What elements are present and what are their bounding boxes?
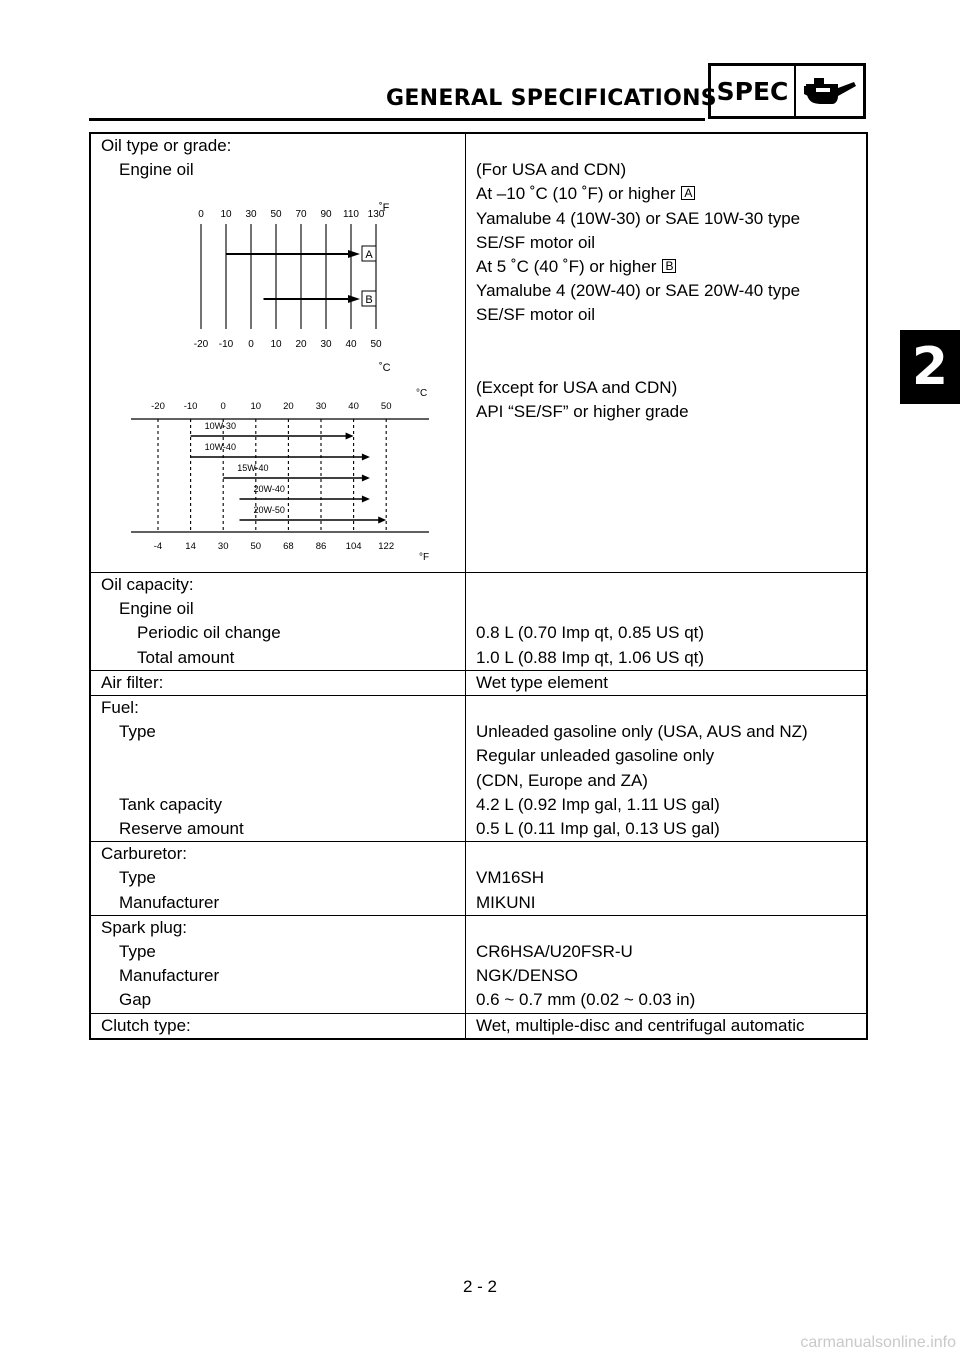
carb-type-value: VM16SH: [476, 868, 545, 888]
spec-badge: [708, 63, 866, 119]
clutch-section: [91, 1013, 866, 1038]
oil-capacity-label: Oil capacity:: [91, 573, 466, 597]
oil-line-sesf-2: SE/SF motor oil: [476, 305, 596, 325]
carburetor-label: Carburetor:: [91, 842, 466, 866]
oil-line-b-temp: At 5 ˚C (40 ˚F) or higher B: [476, 255, 866, 279]
c2-c-tick: 0: [220, 401, 226, 412]
page-number: 2 - 2: [462, 1277, 498, 1296]
c1-c-ticks: [194, 339, 382, 350]
c2-f-tick: 68: [283, 541, 294, 552]
engine-oil-label: Engine oil: [119, 160, 194, 180]
c1-c-tick: 30: [320, 339, 332, 350]
fuel-label: Fuel:: [91, 696, 466, 720]
c1-c-tick: 40: [345, 339, 357, 350]
c1-c-tick: 0: [248, 339, 254, 350]
c2-c-tick: 20: [283, 401, 294, 412]
c2-f-tick: 86: [315, 541, 327, 552]
periodic-label: Periodic oil change: [137, 623, 281, 643]
carb-mfr-label: Manufacturer: [119, 892, 220, 912]
c2-series-arrowhead: [362, 475, 370, 482]
c1-label-A: A: [365, 249, 373, 261]
oil-grade-section: [91, 134, 866, 572]
tank-label: Tank capacity: [119, 794, 222, 814]
reserve-value: 0.5 L (0.11 Imp gal, 0.13 US gal): [476, 819, 720, 839]
c2-series-label: 10W-30: [204, 421, 236, 431]
c1-f-tick: 50: [270, 209, 282, 220]
header-rule: [89, 118, 705, 121]
c1-f-tick: 70: [295, 209, 307, 220]
oil-grade-left: [91, 134, 466, 572]
oil-line-yamalube-10w30: Yamalube 4 (10W-30) or SAE 10W-30 type: [476, 208, 801, 228]
c2-f-unit: °F: [419, 552, 430, 563]
oil-line-yamalube-20w40: Yamalube 4 (20W-40) or SAE 20W-40 type: [476, 281, 801, 301]
oil-grade-label: Oil type or grade:: [101, 136, 232, 155]
spark-plug-label: Spark plug:: [91, 916, 466, 940]
carb-mfr-value: MIKUNI: [476, 892, 536, 912]
oil-line-api: API “SE/SF” or higher grade: [476, 401, 689, 421]
viscosity-chart: [111, 379, 441, 569]
c2-series-label: 20W-40: [253, 484, 285, 494]
plug-type-label: Type: [119, 942, 156, 962]
c1-arrowhead-A: [348, 250, 360, 258]
carburetor-section: [91, 841, 866, 915]
oil-capacity-section: [91, 572, 866, 670]
c2-f-tick: 122: [378, 541, 395, 552]
c2-series-arrowhead: [378, 517, 386, 524]
oil-grade-right: [466, 134, 866, 572]
c1-scale-lines: [201, 224, 376, 329]
reserve-label: Reserve amount: [119, 819, 244, 839]
c1-c-tick: -10: [218, 339, 234, 350]
spec-label: SPEC: [711, 66, 796, 116]
c2-series-arrowhead: [362, 496, 370, 503]
plug-mfr-label: Manufacturer: [119, 966, 220, 986]
c1-f-tick: 0: [198, 209, 204, 220]
c1-f-tick: 110: [343, 209, 359, 220]
c2-c-tick: -10: [183, 401, 198, 412]
total-value: 1.0 L (0.88 Imp qt, 1.06 US qt): [476, 647, 705, 667]
fuel-type-line-1: Unleaded gasoline only (USA, AUS and NZ): [476, 722, 808, 742]
c1-c-unit: ˚C: [379, 362, 391, 374]
c1-f-ticks: [198, 209, 385, 220]
spec-table: [89, 132, 868, 1040]
c1-f-tick: 130: [367, 209, 385, 220]
marker-a: A: [681, 186, 695, 200]
total-label: Total amount: [137, 647, 235, 667]
c2-f-tick: 50: [250, 541, 262, 552]
carb-type-label: Type: [119, 868, 156, 888]
air-filter-value: Wet type element: [476, 672, 608, 692]
c1-c-tick: 10: [270, 339, 282, 350]
plug-type-value: CR6HSA/U20FSR-U: [476, 942, 633, 962]
oil-line-except: (Except for USA and CDN): [476, 377, 678, 397]
watermark: carmanualsonline.info: [800, 1334, 956, 1351]
c2-c-tick: 30: [315, 401, 327, 412]
oil-can-icon: [796, 66, 863, 116]
c2-f-tick: 104: [345, 541, 362, 552]
c1-c-tick: 50: [370, 339, 382, 350]
tank-value: 4.2 L (0.92 Imp gal, 1.11 US gal): [476, 794, 720, 814]
periodic-value: 0.8 L (0.70 Imp qt, 0.85 US qt): [476, 623, 705, 643]
c2-f-tick: -4: [153, 541, 163, 552]
fuel-type-label: Type: [119, 722, 156, 742]
fuel-section: [91, 695, 866, 841]
c2-c-tick: 10: [250, 401, 262, 412]
c2-series-label: 20W-50: [253, 505, 285, 515]
c2-f-tick: 14: [185, 541, 196, 552]
c2-c-tick: 50: [380, 401, 392, 412]
c2-c-tick: -20: [151, 401, 165, 412]
plug-mfr-value: NGK/DENSO: [476, 966, 579, 986]
clutch-label: Clutch type:: [91, 1014, 466, 1038]
c1-f-unit: ˚F: [379, 202, 390, 214]
c2-series-label: 10W-40: [204, 442, 236, 452]
c1-f-tick: 90: [320, 209, 332, 220]
marker-b: B: [662, 259, 676, 273]
c2-c-tick: 40: [348, 401, 359, 412]
c1-label-B: B: [365, 294, 373, 306]
c1-f-tick: 10: [220, 209, 232, 220]
c2-c-ticks: [151, 401, 391, 412]
c2-series-arrowhead: [346, 433, 354, 440]
air-filter-section: [91, 670, 866, 695]
oil-line-sesf-1: SE/SF motor oil: [476, 232, 596, 252]
clutch-value: Wet, multiple-disc and centrifugal automatic: [476, 1015, 805, 1035]
c1-c-tick: 20: [295, 339, 307, 350]
c2-series-arrowhead: [362, 454, 370, 461]
c2-series: [191, 421, 387, 524]
spark-plug-section: [91, 915, 866, 1013]
c2-f-ticks: [154, 541, 394, 552]
c1-f-tick: 30: [245, 209, 257, 220]
c1-arrowhead-B: [348, 295, 360, 303]
c2-c-unit: °C: [416, 388, 428, 399]
oil-temp-chart-a-b: [171, 189, 411, 379]
c2-series-label: 15W-40: [237, 463, 269, 473]
fuel-type-line-2: Regular unleaded gasoline only: [476, 746, 715, 766]
c2-f-tick: 30: [217, 541, 229, 552]
oil-line-usa: (For USA and CDN): [476, 160, 627, 180]
c1-c-tick: -20: [193, 339, 209, 350]
chapter-tab: 2: [900, 330, 960, 404]
air-filter-label: Air filter:: [91, 671, 466, 695]
oil-line-a-temp: At –10 ˚C (10 ˚F) or higher A: [476, 182, 866, 206]
plug-gap-label: Gap: [119, 990, 152, 1010]
page-title: GENERAL SPECIFICATIONS: [386, 86, 717, 111]
fuel-type-line-3: (CDN, Europe and ZA): [476, 770, 648, 790]
capacity-engine-oil: Engine oil: [119, 599, 194, 619]
plug-gap-value: 0.6 ~ 0.7 mm (0.02 ~ 0.03 in): [476, 990, 696, 1010]
